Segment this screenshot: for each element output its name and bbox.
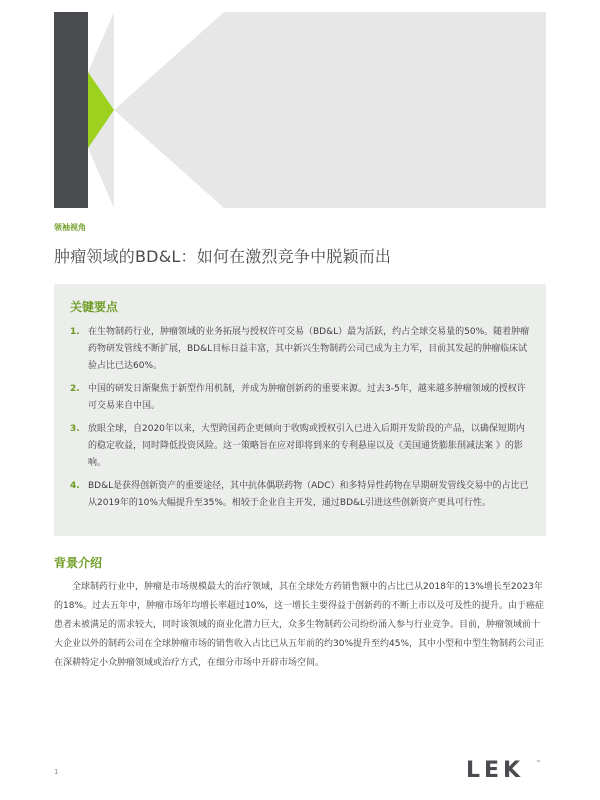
background-paragraph: 全球制药行业中，肿瘤是市场规模最大的治疗领域，其在全球处方药销售额中的占比已从2018年的13%增长至2023年的18%。过去五年中，肿瘤市场年均增长率超过10%，这一增长主要得益于创新药的不断上市以及可及性的提升。由于癌症患者未被满足的需求较大，同时该领域的商业化潜力巨大，众多生物制药公司纷纷涌入参与行业竞争。目前，肿瘤领域前十大企业以外的制药公司在全球肿瘤市场的销售收入占比已从五年前的约30%提升至约45%，其中小型和中型生物制药公司正在深耕特定小众肿瘤领域或治疗方式，在细分市场中开辟市场空间。 <box>54 582 545 668</box>
key-point-text: BD&L是获得创新资产的重要途径，其中抗体偶联药物（ADC）和多特异性药物在早期研发管线交易中的占比已从2019年的10%大幅提升至35%。相较于企业自主开发，通过BD&L引进这些创新资产更具可行性。 <box>88 481 529 508</box>
hero-chevron-graphic <box>54 12 546 208</box>
hero-graphic <box>54 12 546 208</box>
lek-logo-wordmark: LEK <box>466 758 525 780</box>
key-point-text: 中国的研发日渐聚焦于新型作用机制，并成为肿瘤创新药的重要来源。过去3-5年，越来越多肿瘤领域的授权许可交易来自中国。 <box>88 384 526 411</box>
key-point-number: 3. <box>70 424 80 434</box>
key-point-item <box>70 324 530 375</box>
hero-lime-chevron <box>88 72 114 148</box>
key-point-item <box>70 421 530 472</box>
key-points-panel <box>54 284 546 536</box>
page-number: 1 <box>54 768 59 776</box>
hero-white-notch-top <box>88 12 114 72</box>
key-point-text: 在生物制药行业，肿瘤领域的业务拓展与授权许可交易（BD&L）最为活跃，约占全球交易量的50%。随着肿瘤药物研发管线不断扩展，BD&L目标日益丰富，其中新兴生物制药公司已成为主力军，目前其发起的肿瘤临床试验占比已达60%。 <box>88 327 530 371</box>
lek-logo-trademark: ™ <box>536 760 541 766</box>
hero-white-notch-bottom <box>88 148 114 208</box>
page-title: 肿瘤领域的BD&L：如何在激烈竞争中脱颖而出 <box>54 247 392 266</box>
key-point-number: 1. <box>70 327 80 337</box>
key-point-item <box>70 478 530 512</box>
key-point-text: 放眼全球，自2020年以来，大型跨国药企更倾向于收购或授权引入已进入后期开发阶段的产品，以确保短期内的稳定收益，同时降低投资风险。这一策略旨在应对即将到来的专利悬崖以及《美国通货膨胀削减法案 》的影响。 <box>88 424 525 468</box>
key-points-heading: 关键要点 <box>70 300 119 314</box>
key-points-list <box>70 324 530 518</box>
hero-dark-band <box>54 12 88 208</box>
key-point-number: 4. <box>70 481 80 491</box>
lek-logo <box>466 756 546 780</box>
hero-white-wedge-top <box>114 12 224 110</box>
key-point-item <box>70 381 530 415</box>
background-heading: 背景介绍 <box>54 556 103 570</box>
hero-white-wedge-bottom <box>114 110 224 208</box>
key-point-number: 2. <box>70 384 80 394</box>
section-tag: 领袖视角 <box>54 223 86 232</box>
